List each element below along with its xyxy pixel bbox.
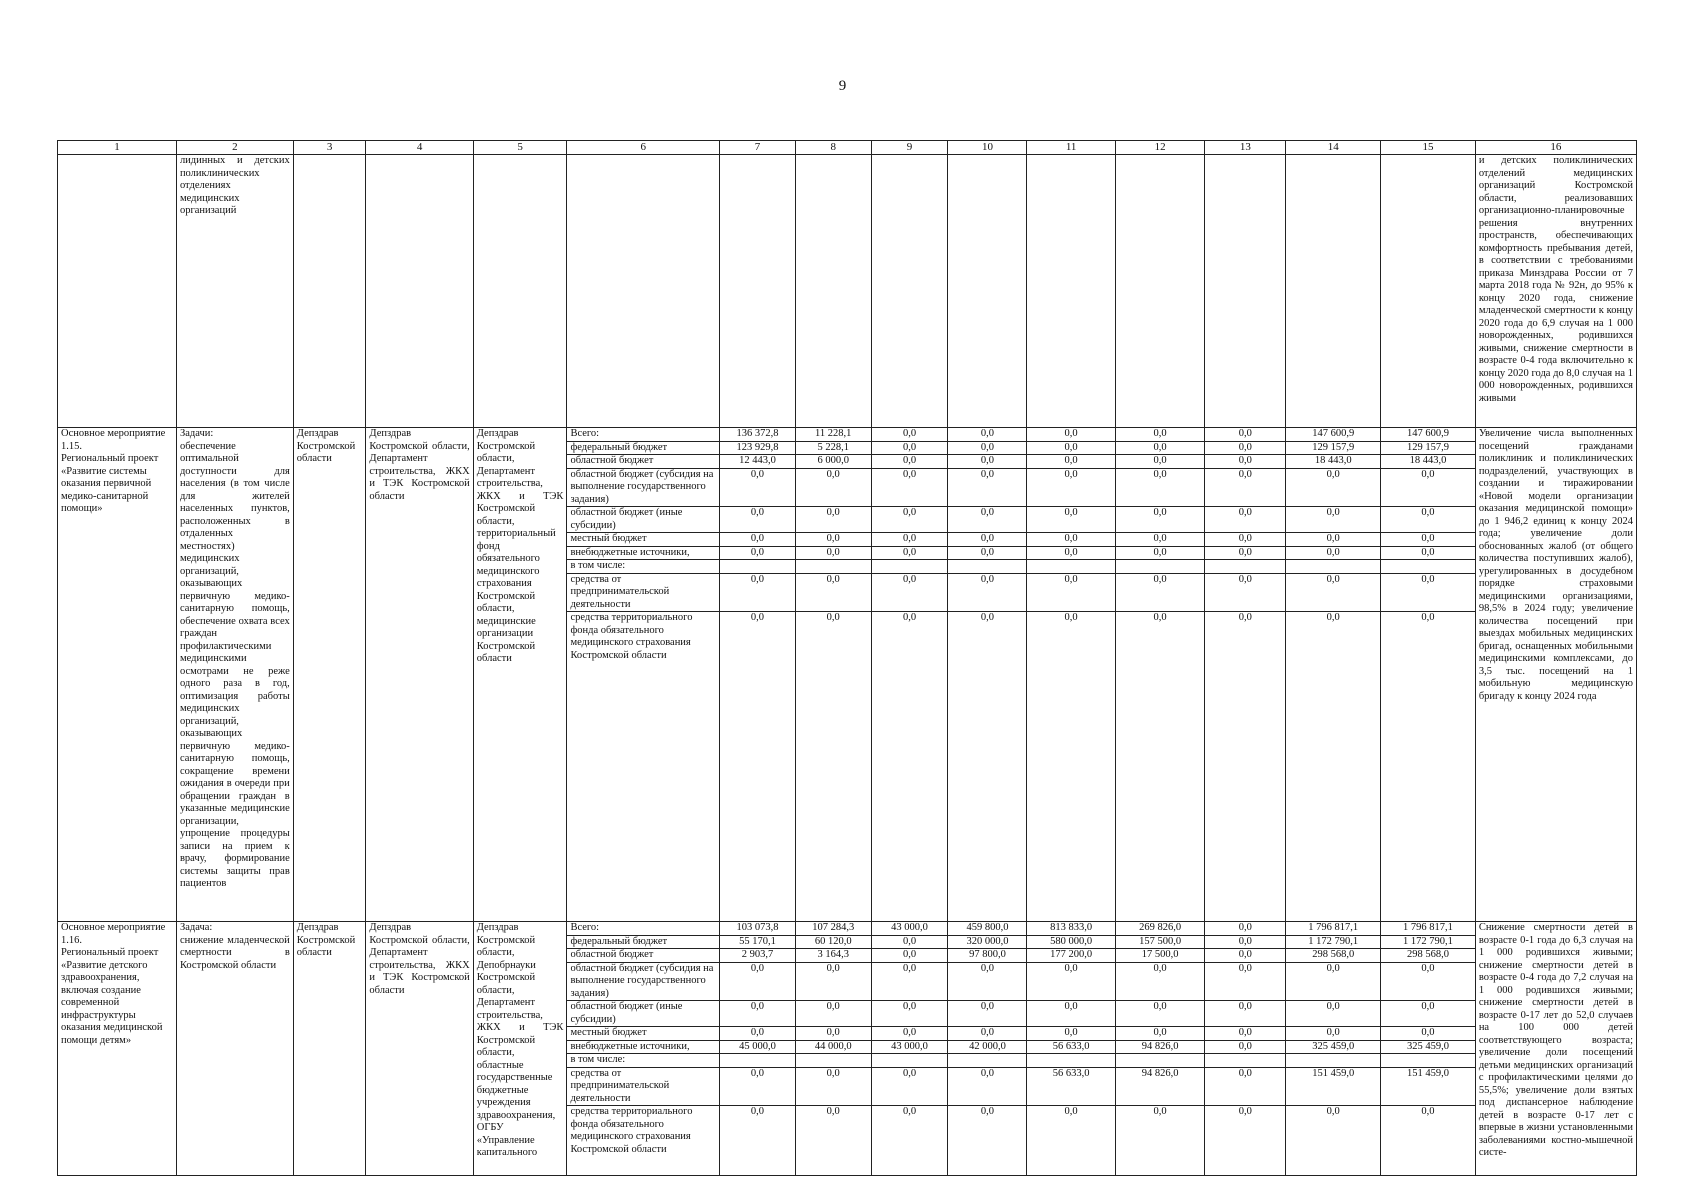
funding-value: 0,0: [1115, 546, 1204, 560]
funding-value: 12 443,0: [720, 455, 796, 469]
funding-value: 136 372,8: [720, 428, 796, 442]
funding-value: 0,0: [1205, 533, 1286, 547]
measure-title: Основное мероприятие 1.15. Региональный проект «Развитие системы оказания первичной медико-санитарной помощи»: [58, 428, 177, 922]
funding-value: 0,0: [1027, 1001, 1115, 1027]
funding-value: 2 903,7: [720, 949, 796, 963]
funding-value: 0,0: [1205, 935, 1286, 949]
funding-value: 0,0: [871, 533, 948, 547]
funding-source-label: местный бюджет: [567, 533, 720, 547]
funding-value: 18 443,0: [1381, 455, 1476, 469]
funding-source-label: областной бюджет (иные субсидии): [567, 507, 720, 533]
funding-source-label: Всего:: [567, 922, 720, 936]
funding-value: 0,0: [795, 507, 871, 533]
funding-value: [1115, 1054, 1204, 1068]
column-number-16: 16: [1475, 141, 1636, 155]
funding-value: 0,0: [948, 962, 1027, 1001]
funding-source-label: федеральный бюджет: [567, 441, 720, 455]
measure-tasks: Задачи: обеспечение оптимальной доступности для населения (в том числе для жителей населенных пунктов, расположенных в отдаленных местностях) медицинских организаций, оказывающих первичную медико-санитарную помощь, обеспечение охвата всех граждан профилактическими медицинскими осмотрами не реже одного раза в год, оптимизация работы медицинских организаций, оказывающих первичную медико-санитарную помощь, сокращение времени ожидания в очереди при обращении граждан в указанные медицинские организации, упрощение процедуры записи на прием к врачу, формирование системы защиты прав пациентов: [176, 428, 293, 922]
funding-value: 0,0: [1286, 533, 1381, 547]
funding-source-label: внебюджетные источники,: [567, 1040, 720, 1054]
funding-value: 0,0: [948, 612, 1027, 922]
funding-value: 0,0: [1381, 1027, 1476, 1041]
funding-value: [1381, 560, 1476, 574]
funding-value: 0,0: [1205, 1040, 1286, 1054]
column-number-15: 15: [1381, 141, 1476, 155]
funding-value: 0,0: [720, 546, 796, 560]
funding-value: 0,0: [871, 468, 948, 507]
funding-value: 0,0: [720, 1106, 796, 1176]
funding-value: 0,0: [1205, 507, 1286, 533]
funding-source-label: средства территориального фонда обязательного медицинского страхования Костромской области: [567, 1106, 720, 1176]
funding-value: 0,0: [948, 428, 1027, 442]
funding-value: 0,0: [1205, 428, 1286, 442]
funding-value: 0,0: [720, 468, 796, 507]
funding-value: 0,0: [871, 1067, 948, 1106]
funding-value: 17 500,0: [1115, 949, 1204, 963]
funding-value: 0,0: [1205, 1106, 1286, 1176]
funding-value: [948, 1054, 1027, 1068]
funding-value: 0,0: [871, 1001, 948, 1027]
funding-value: 0,0: [1027, 962, 1115, 1001]
funding-value: 0,0: [871, 962, 948, 1001]
funding-source-label: федеральный бюджет: [567, 935, 720, 949]
funding-value: 107 284,3: [795, 922, 871, 936]
funding-value: 44 000,0: [795, 1040, 871, 1054]
funding-value: 45 000,0: [720, 1040, 796, 1054]
funding-value: 0,0: [1381, 507, 1476, 533]
funding-value: 0,0: [1027, 428, 1115, 442]
funding-value: 94 826,0: [1115, 1067, 1204, 1106]
funding-source-label: областной бюджет (субсидия на выполнение государственного задания): [567, 468, 720, 507]
funding-value: [1205, 560, 1286, 574]
funding-value: 42 000,0: [948, 1040, 1027, 1054]
column-number-11: 11: [1027, 141, 1115, 155]
funding-value: 325 459,0: [1381, 1040, 1476, 1054]
funding-value: 0,0: [948, 1067, 1027, 1106]
table-row: [58, 922, 1637, 936]
measure-title: Основное мероприятие 1.16. Региональный проект «Развитие детского здравоохранения, включая создание современной инфраструктуры оказания медицинской помощи детям»: [58, 922, 177, 1176]
measure-tasks: Задача: снижение младенческой смертности в Костромской области: [176, 922, 293, 1176]
funding-value: 147 600,9: [1286, 428, 1381, 442]
funding-value: 0,0: [1381, 612, 1476, 922]
funding-source-label: средства от предпринимательской деятельности: [567, 573, 720, 612]
funding-value: 94 826,0: [1115, 1040, 1204, 1054]
funding-value: [1286, 560, 1381, 574]
funding-value: 0,0: [1286, 573, 1381, 612]
funding-value: 55 170,1: [720, 935, 796, 949]
funding-value: 0,0: [1381, 573, 1476, 612]
program-table: [57, 140, 1637, 1176]
funding-value: 0,0: [795, 1106, 871, 1176]
funding-value: 0,0: [1205, 962, 1286, 1001]
responsible-executor: Депздрав Костромской области: [293, 428, 366, 922]
funding-value: 0,0: [1115, 1001, 1204, 1027]
funding-value: 0,0: [720, 612, 796, 922]
funding-value: 0,0: [1027, 455, 1115, 469]
funding-value: 11 228,1: [795, 428, 871, 442]
funding-value: 0,0: [1381, 468, 1476, 507]
funding-value: 0,0: [948, 1106, 1027, 1176]
funding-value: 0,0: [1381, 962, 1476, 1001]
funding-value: 0,0: [948, 455, 1027, 469]
column-number-7: 7: [720, 141, 796, 155]
funding-value: 0,0: [871, 455, 948, 469]
funding-value: 0,0: [1286, 1106, 1381, 1176]
funding-source-label: средства территориального фонда обязательного медицинского страхования Костромской области: [567, 612, 720, 922]
column-number-4: 4: [366, 141, 473, 155]
funding-value: [1027, 560, 1115, 574]
funding-value: 0,0: [720, 1067, 796, 1106]
funding-value: 56 633,0: [1027, 1040, 1115, 1054]
funding-value: 0,0: [1205, 922, 1286, 936]
funding-value: 0,0: [871, 573, 948, 612]
funding-value: 0,0: [1027, 468, 1115, 507]
funding-value: 0,0: [948, 533, 1027, 547]
funding-value: 0,0: [1027, 573, 1115, 612]
funding-value: 0,0: [1027, 507, 1115, 533]
funding-source-label: местный бюджет: [567, 1027, 720, 1041]
funding-value: 0,0: [1027, 546, 1115, 560]
funding-value: 0,0: [1115, 533, 1204, 547]
funding-value: 0,0: [795, 1001, 871, 1027]
funding-value: 0,0: [1115, 455, 1204, 469]
column-number-9: 9: [871, 141, 948, 155]
funding-source-label: в том числе:: [567, 560, 720, 574]
funding-source-label: областной бюджет (субсидия на выполнение государственного задания): [567, 962, 720, 1001]
funding-value: 177 200,0: [1027, 949, 1115, 963]
funding-value: 0,0: [1205, 1001, 1286, 1027]
funding-value: 0,0: [1381, 1001, 1476, 1027]
funding-value: 129 157,9: [1286, 441, 1381, 455]
funding-value: 0,0: [1027, 1027, 1115, 1041]
funding-value: 0,0: [1115, 1106, 1204, 1176]
expected-results: Увеличение числа выполненных посещений гражданами поликлиник и поликлинических подразделений, участвующих в создании и тиражировании «Новой модели организации оказания медицинской помощи» до 1 946,2 единиц к концу 2024 года; увеличение доли обоснованных жалоб (от общего количества поступивших жалоб), урегулированных в досудебном порядке страховыми медицинскими организациями, 98,5% в 2024 году; увеличение количества посещений при выездах мобильных медицинских бригад, оснащенных мобильными медицинскими комплексами, до 3,5 тыс. посещений на 1 мобильную медицинскую бригаду к концу 2024 года: [1475, 428, 1636, 922]
funding-value: [871, 1054, 948, 1068]
funding-source-label: областной бюджет: [567, 949, 720, 963]
column-number-12: 12: [1115, 141, 1204, 155]
funding-value: [1205, 1054, 1286, 1068]
funding-value: 151 459,0: [1286, 1067, 1381, 1106]
funding-value: 0,0: [1205, 1027, 1286, 1041]
funding-value: 18 443,0: [1286, 455, 1381, 469]
column-number-2: 2: [176, 141, 293, 155]
funding-value: 0,0: [1115, 573, 1204, 612]
funding-value: 459 800,0: [948, 922, 1027, 936]
funding-value: [720, 1054, 796, 1068]
funding-value: 0,0: [871, 949, 948, 963]
funding-value: 151 459,0: [1381, 1067, 1476, 1106]
funding-value: 43 000,0: [871, 1040, 948, 1054]
funding-value: 0,0: [1205, 546, 1286, 560]
responsible-executor: Депздрав Костромской области: [293, 922, 366, 1176]
funding-value: 0,0: [1205, 441, 1286, 455]
funding-value: 0,0: [1286, 546, 1381, 560]
funding-value: 60 120,0: [795, 935, 871, 949]
funding-value: 0,0: [948, 546, 1027, 560]
continuation-task-text: лидинных и детских поликлинических отделениях медицинских организаций: [176, 155, 293, 428]
funding-value: 97 800,0: [948, 949, 1027, 963]
funding-value: 0,0: [1286, 507, 1381, 533]
co-executors: Депздрав Костромской области, Департамент строительства, ЖКХ и ТЭК Костромской области: [366, 428, 473, 922]
funding-value: 325 459,0: [1286, 1040, 1381, 1054]
funding-value: 0,0: [1115, 468, 1204, 507]
funding-value: 298 568,0: [1286, 949, 1381, 963]
funding-value: 0,0: [1286, 1001, 1381, 1027]
funding-value: 0,0: [720, 533, 796, 547]
funding-value: 0,0: [871, 1027, 948, 1041]
funding-value: [795, 560, 871, 574]
funding-value: 0,0: [871, 546, 948, 560]
funding-value: 0,0: [1115, 1027, 1204, 1041]
funding-value: 0,0: [795, 962, 871, 1001]
funding-value: 0,0: [795, 573, 871, 612]
funding-value: [871, 560, 948, 574]
funding-value: [1381, 1054, 1476, 1068]
funding-value: 0,0: [871, 441, 948, 455]
funding-value: [948, 560, 1027, 574]
funding-value: 0,0: [948, 441, 1027, 455]
funding-value: 0,0: [1205, 949, 1286, 963]
funding-value: 0,0: [871, 428, 948, 442]
funding-value: 1 796 817,1: [1286, 922, 1381, 936]
column-number-row: [58, 141, 1637, 155]
funding-value: 320 000,0: [948, 935, 1027, 949]
funding-value: 0,0: [1286, 468, 1381, 507]
funding-value: 0,0: [1286, 962, 1381, 1001]
funding-value: 0,0: [871, 507, 948, 533]
funding-source-label: областной бюджет (иные субсидии): [567, 1001, 720, 1027]
funding-value: 1 172 790,1: [1381, 935, 1476, 949]
funding-value: [795, 1054, 871, 1068]
column-number-8: 8: [795, 141, 871, 155]
funding-value: 0,0: [1205, 612, 1286, 922]
funding-value: 5 228,1: [795, 441, 871, 455]
funding-value: 0,0: [1205, 573, 1286, 612]
funding-value: 0,0: [720, 1001, 796, 1027]
funding-value: 0,0: [871, 935, 948, 949]
funding-value: 0,0: [1381, 533, 1476, 547]
funding-value: 0,0: [1027, 612, 1115, 922]
funding-source-label: Всего:: [567, 428, 720, 442]
funding-value: 0,0: [1205, 1067, 1286, 1106]
funding-value: 0,0: [871, 612, 948, 922]
funding-value: 0,0: [795, 1027, 871, 1041]
funding-value: 813 833,0: [1027, 922, 1115, 936]
funding-value: 157 500,0: [1115, 935, 1204, 949]
funding-value: 0,0: [1381, 546, 1476, 560]
participants: Депздрав Костромской области, Департамент строительства, ЖКХ и ТЭК Костромской области, территориальный фонд обязательного медицинского страхования Костромской области, медицинские организации Костромской области: [473, 428, 567, 922]
funding-value: 0,0: [871, 1106, 948, 1176]
funding-value: 0,0: [1115, 428, 1204, 442]
funding-value: [720, 560, 796, 574]
funding-value: 0,0: [948, 573, 1027, 612]
funding-value: 0,0: [1115, 962, 1204, 1001]
funding-value: 0,0: [1286, 612, 1381, 922]
funding-value: 0,0: [795, 612, 871, 922]
funding-value: 580 000,0: [1027, 935, 1115, 949]
funding-value: 0,0: [948, 507, 1027, 533]
column-number-3: 3: [293, 141, 366, 155]
funding-value: 123 929,8: [720, 441, 796, 455]
funding-value: 3 164,3: [795, 949, 871, 963]
column-number-6: 6: [567, 141, 720, 155]
funding-value: 0,0: [795, 1067, 871, 1106]
funding-value: 0,0: [948, 468, 1027, 507]
funding-value: 56 633,0: [1027, 1067, 1115, 1106]
funding-value: [1286, 1054, 1381, 1068]
funding-value: 129 157,9: [1381, 441, 1476, 455]
funding-value: 1 172 790,1: [1286, 935, 1381, 949]
table-row-continuation: [58, 155, 1637, 428]
funding-value: 43 000,0: [871, 922, 948, 936]
column-number-13: 13: [1205, 141, 1286, 155]
table-row: [58, 428, 1637, 442]
column-number-10: 10: [948, 141, 1027, 155]
funding-value: 0,0: [1286, 1027, 1381, 1041]
funding-value: 269 826,0: [1115, 922, 1204, 936]
funding-value: 0,0: [948, 1027, 1027, 1041]
funding-source-label: в том числе:: [567, 1054, 720, 1068]
funding-value: 0,0: [948, 1001, 1027, 1027]
funding-value: 103 073,8: [720, 922, 796, 936]
participants: Депздрав Костромской области, Депобрнауки Костромской области, Департамент строительства, ЖКХ и ТЭК Костромской области, областные государственные бюджетные учреждения здравоохранения, ОГБУ «Управление капитального: [473, 922, 567, 1176]
funding-value: 0,0: [720, 1027, 796, 1041]
funding-value: 0,0: [1027, 533, 1115, 547]
column-number-14: 14: [1286, 141, 1381, 155]
expected-results: Снижение смертности детей в возрасте 0-1 года до 6,3 случая на 1 000 родившихся живыми; снижение смертности детей в возрасте 0-4 года до 7,2 случая на 1 000 родившихся живыми; снижение смертности детей в возрасте 0-17 лет до 52,0 случаев на 100 000 детей соответствующего возраста; увеличение доли посещений детьми медицинских организаций с профилактическими целями до 55,5%; увеличение доли взятых под диспансерное наблюдение детей в возрасте 0-17 лет с впервые в жизни установленными заболеваниями костно-мышечной систе-: [1475, 922, 1636, 1176]
funding-value: 0,0: [1115, 507, 1204, 533]
funding-value: 0,0: [1205, 468, 1286, 507]
funding-value: 0,0: [720, 507, 796, 533]
funding-value: 0,0: [1115, 612, 1204, 922]
funding-value: [1115, 560, 1204, 574]
funding-value: 0,0: [795, 533, 871, 547]
funding-value: 147 600,9: [1381, 428, 1476, 442]
funding-value: 0,0: [1027, 441, 1115, 455]
funding-value: 0,0: [1115, 441, 1204, 455]
funding-value: 0,0: [1027, 1106, 1115, 1176]
funding-source-label: средства от предпринимательской деятельности: [567, 1067, 720, 1106]
column-number-1: 1: [58, 141, 177, 155]
funding-value: 0,0: [1381, 1106, 1476, 1176]
co-executors: Депздрав Костромской области, Департамент строительства, ЖКХ и ТЭК Костромской области: [366, 922, 473, 1176]
funding-source-label: областной бюджет: [567, 455, 720, 469]
funding-value: 0,0: [720, 962, 796, 1001]
funding-value: 298 568,0: [1381, 949, 1476, 963]
funding-value: [1027, 1054, 1115, 1068]
funding-value: 0,0: [720, 573, 796, 612]
funding-value: 0,0: [795, 468, 871, 507]
funding-value: 0,0: [1205, 455, 1286, 469]
page-number: 9: [838, 78, 847, 94]
funding-value: 0,0: [795, 546, 871, 560]
continuation-result-text: и детских поликлинических отделений медицинских организаций Костромской области, реализовавших организационно-планировочные решения внутренних пространств, обеспечивающих комфортность пребывания детей, в соответствии с требованиями приказа Минздрава России от 7 марта 2018 года № 92н, до 95% к концу 2020 года, снижение младенческой смертности к концу 2020 года до 6,9 случая на 1 000 новорожденных, родившихся живыми, снижение смертности в возрасте 0-4 года включительно к концу 2020 года до 8,0 случая на 1 000 новорожденных, родившихся живыми: [1475, 155, 1636, 428]
funding-value: 6 000,0: [795, 455, 871, 469]
funding-value: 1 796 817,1: [1381, 922, 1476, 936]
funding-source-label: внебюджетные источники,: [567, 546, 720, 560]
column-number-5: 5: [473, 141, 567, 155]
